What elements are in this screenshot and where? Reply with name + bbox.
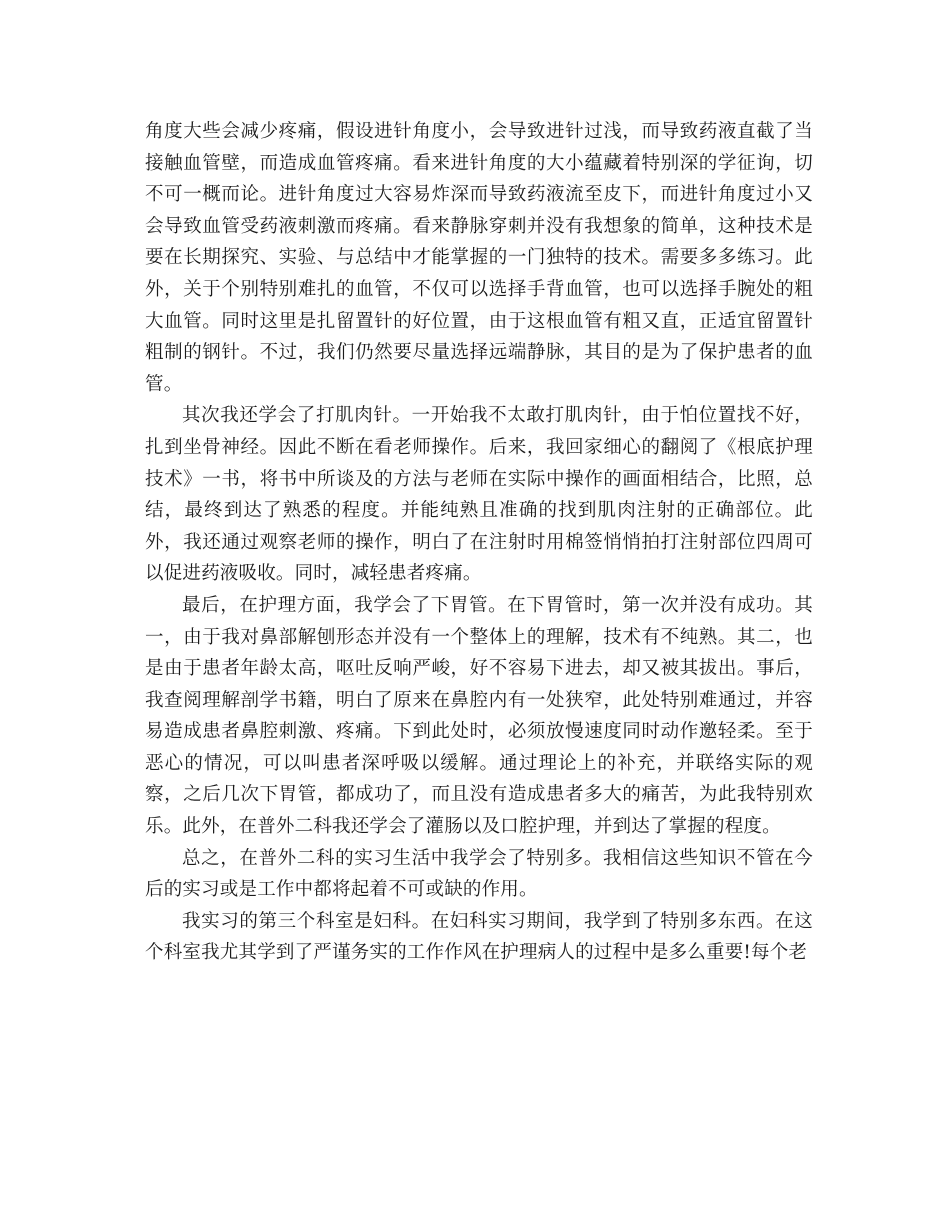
- paragraph-gynecology: 我实习的第三个科室是妇科。在妇科实习期间，我学到了特别多东西。在这个科室我尤其学到了严谨务实的工作作风在护理病人的过程中是多么重要!每个老: [145, 910, 813, 964]
- paragraph-gastric-tube: 最后，在护理方面，我学会了下胃管。在下胃管时，第一次并没有成功。其一，由于我对鼻部解刨形态并没有一个整体上的理解，技术有不纯熟。其二，也是由于患者年龄太高，呕吐反响严峻，好不容易下进去，却又被其拔出。事后，我查阅理解剖学书籍，明白了原来在鼻腔内有一处狭窄，此处特别难通过，并容易造成患者鼻腔刺激、疼痛。下到此处时，必须放慢速度同时动作邀轻柔。至于恶心的情况，可以叫患者深呼吸以缓解。通过理论上的补充，并联络实际的观察，之后几次下胃管，都成功了，而且没有造成患者多大的痛苦，为此我特别欢乐。此外，在普外二科我还学会了灌肠以及口腔护理，并到达了掌握的程度。: [145, 594, 813, 838]
- paragraph-venipuncture-angle: 角度大些会减少疼痛，假设进针角度小，会导致进针过浅，而导致药液直截了当接触血管壁，而造成血管疼痛。看来进针角度的大小蕴藏着特别深的学征询，切不可一概而论。进针角度过大容易炸深而导致药液流至皮下，而进针角度过小又会导致血管受药液刺激而疼痛。看来静脉穿刺并没有我想象的简单，这种技术是要在长期探究、实验、与总结中才能掌握的一门独特的技术。需要多多练习。此外，关于个别特别难扎的血管，不仅可以选择手背血管，也可以选择手腕处的粗大血管。同时这里是扎留置针的好位置，由于这根血管有粗又直，正适宜留置针粗制的钢针。不过，我们仍然要尽量选择远端静脉，其目的是为了保护患者的血管。: [145, 121, 813, 395]
- paragraph-summary: 总之，在普外二科的实习生活中我学会了特别多。我相信这些知识不管在今后的实习或是工作中都将起着不可或缺的作用。: [145, 847, 813, 901]
- paragraph-intramuscular-injection: 其次我还学会了打肌肉针。一开始我不太敢打肌肉针，由于怕位置找不好，扎到坐骨神经。因此不断在看老师操作。后来，我回家细心的翻阅了《根底护理技术》一书，将书中所谈及的方法与老师在实际中操作的画面相结合，比照，总结，最终到达了熟悉的程度。并能纯熟且准确的找到肌肉注射的正确部位。此外，我还通过观察老师的操作，明白了在注射时用棉签悄悄拍打注射部位四周可以促进药液吸收。同时，减轻患者疼痛。: [145, 405, 813, 585]
- body-text: [145, 116, 813, 969]
